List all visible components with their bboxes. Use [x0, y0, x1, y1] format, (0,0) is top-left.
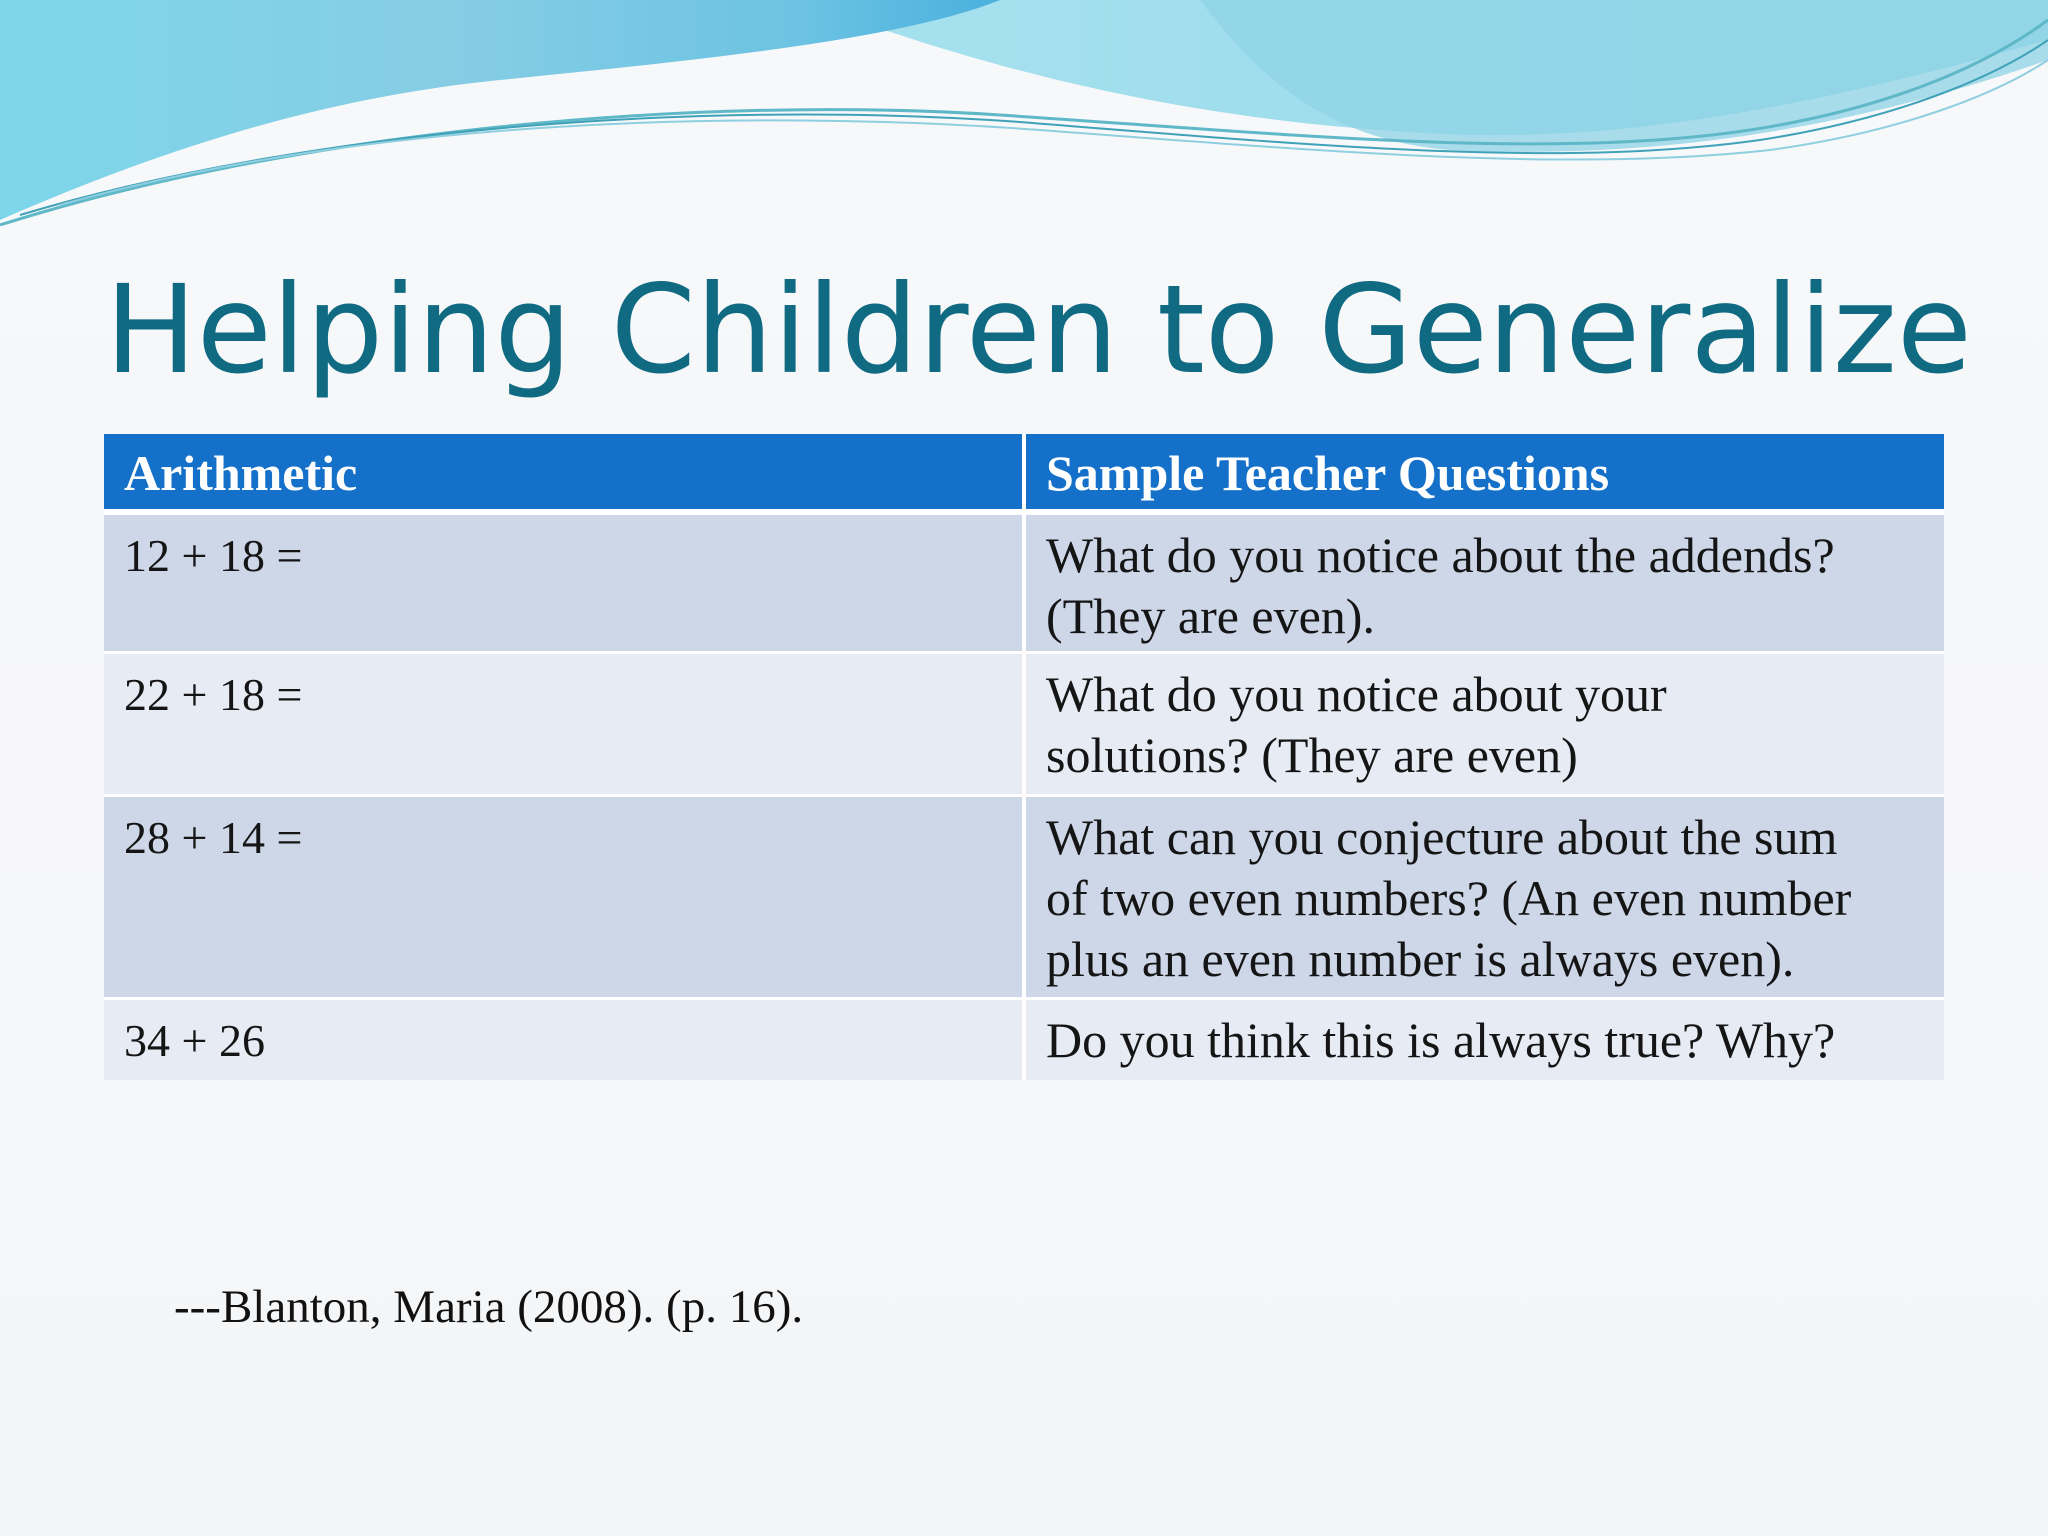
slide-title: Helping Children to Generalize	[105, 259, 1972, 401]
arithmetic-cell: 28 + 14 =	[104, 795, 1024, 998]
column-header-questions: Sample Teacher Questions	[1024, 434, 1944, 512]
question-line: plus an even number is always even).	[1046, 930, 1795, 987]
arithmetic-cell: 12 + 18 =	[104, 512, 1024, 652]
questions-table-container	[104, 434, 1944, 1080]
citation: ---Blanton, Maria (2008). (p. 16).	[174, 1281, 804, 1333]
question-line: What do you notice about the addends?	[1046, 527, 1835, 583]
header-wave-decoration	[0, 0, 2048, 260]
question-cell	[1024, 795, 1944, 998]
question-cell	[1024, 512, 1944, 652]
table-header-row	[104, 434, 1944, 512]
table-row	[104, 512, 1944, 652]
arithmetic-cell: 22 + 18 =	[104, 652, 1024, 795]
column-header-arithmetic: Arithmetic	[104, 434, 1024, 512]
arithmetic-cell: 34 + 26	[104, 998, 1024, 1080]
table-row	[104, 795, 1944, 998]
table-row	[104, 998, 1944, 1080]
question-line: What do you notice about your	[1046, 665, 1667, 722]
question-line: What can you conjecture about the sum	[1046, 808, 1838, 865]
wave-right	[1200, 0, 2048, 152]
table-row	[104, 652, 1944, 795]
questions-table	[104, 434, 1944, 1080]
question-cell	[1024, 998, 1944, 1080]
question-line: Do you think this is always true? Why?	[1046, 1011, 1836, 1068]
question-line: of two even numbers? (An even number	[1046, 869, 1852, 926]
question-cell	[1024, 652, 1944, 795]
question-line: (They are even).	[1046, 588, 1375, 644]
question-line: solutions? (They are even)	[1046, 726, 1578, 783]
